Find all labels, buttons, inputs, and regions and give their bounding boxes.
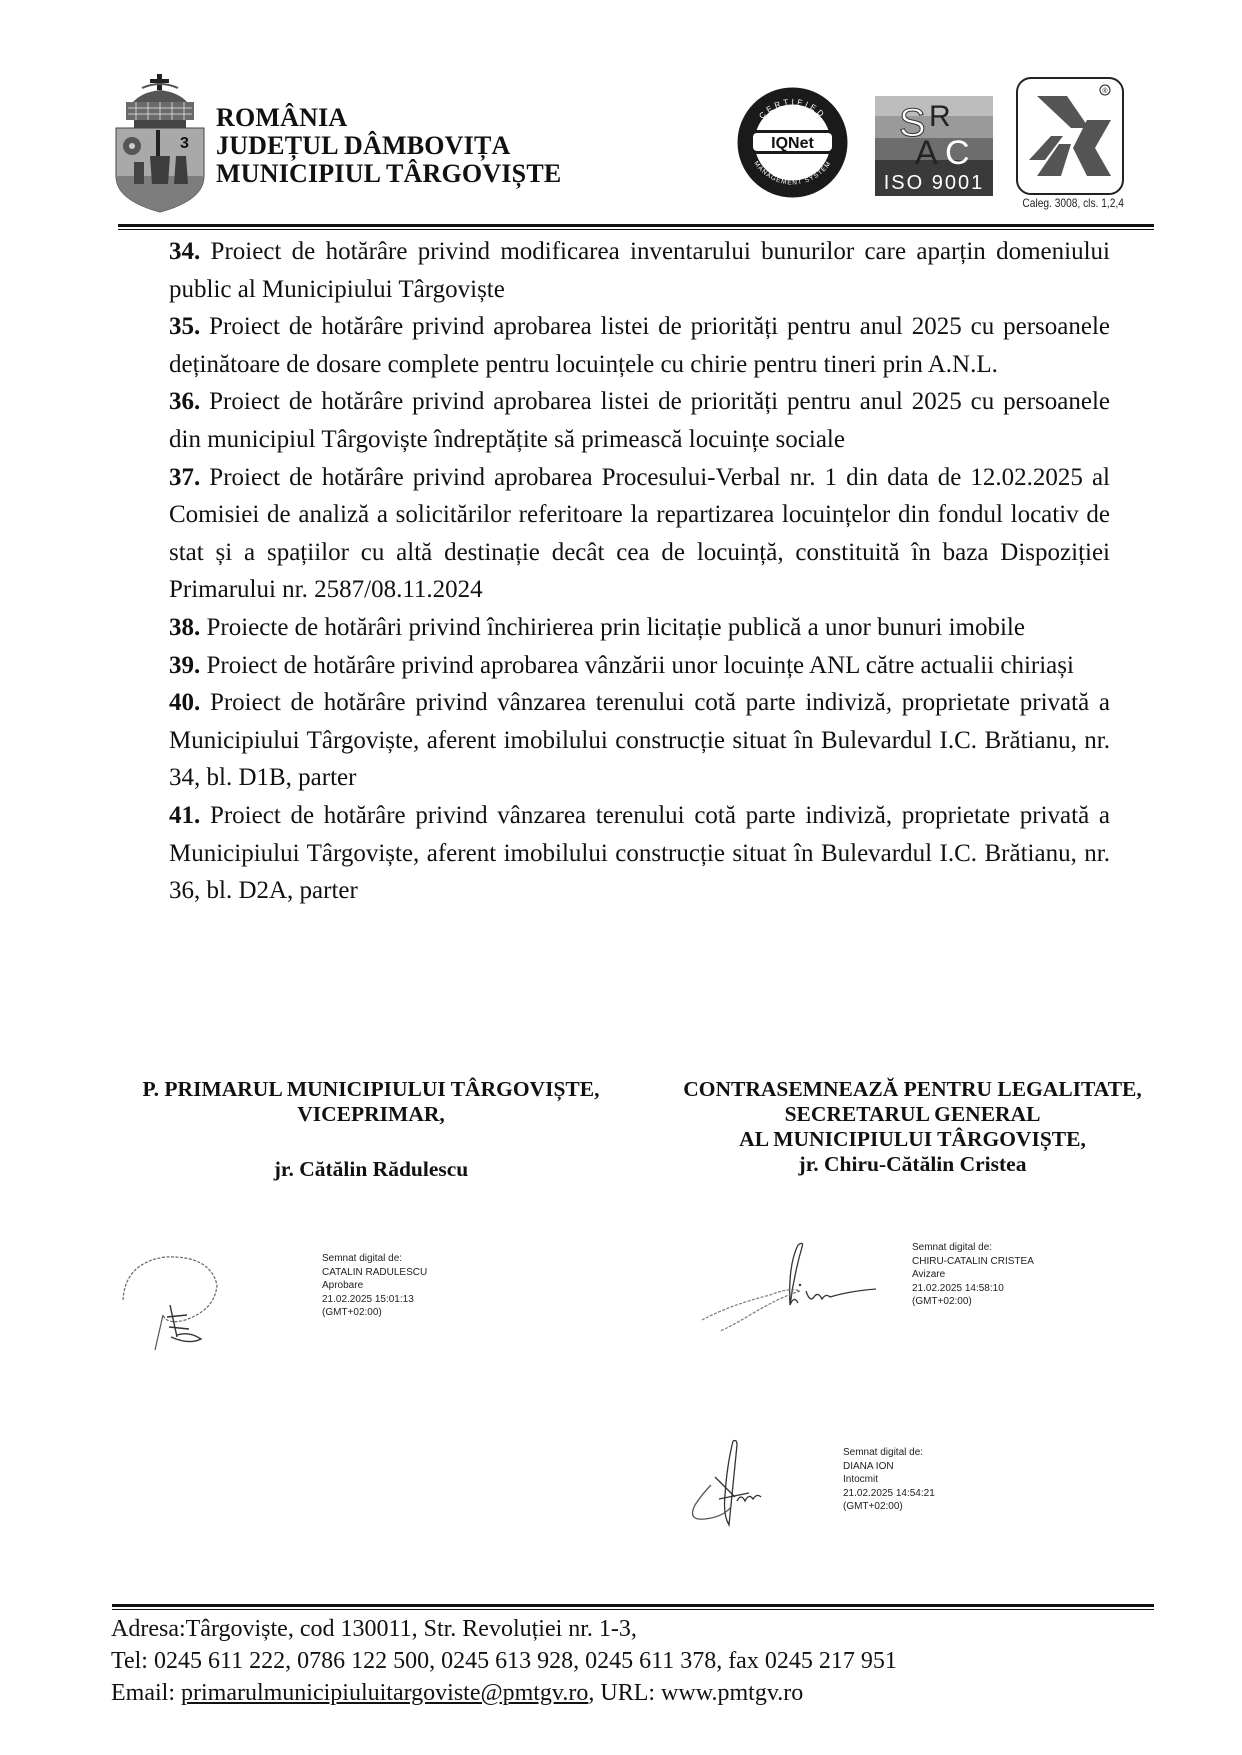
esig-role: Avizare (912, 1269, 946, 1280)
esig-role: Aprobare (322, 1280, 364, 1291)
digital-signature-stamp (912, 1241, 1034, 1309)
iqnet-ring-bottom: MANAGEMENT SYSTEM (752, 160, 833, 187)
header-county: JUDEȚUL DÂMBOVIȚA (216, 131, 511, 160)
esig-signer: CATALIN RADULESCU (322, 1266, 428, 1278)
digital-signature-stamp (322, 1252, 427, 1320)
item-text: Proiect de hotărâre privind aprobarea listei de priorități pentru anul 2025 cu persoanele din municipiul Târgoviște îndreptățite să primească locuințe sociale (169, 388, 1110, 453)
footer-email-prefix: Email: (111, 1680, 181, 1706)
srac-standard-label: ISO 9001 (883, 172, 985, 194)
footer-url-prefix: , URL: (588, 1680, 662, 1706)
footer-email-line (111, 1677, 897, 1709)
header-title-block (216, 104, 561, 188)
item-number: 34. (169, 238, 201, 265)
signatory-name: jr. Chiru-Cătălin Cristea (798, 1152, 1027, 1176)
item-text: Proiect de hotărâre privind aprobarea Procesului-Verbal nr. 1 din data de 12.02.2025 al Comisiei de analiză a solicitărilor referitoare la repartizarea locuințelor din fondul locativ de stat și a spațiilor cu altă destinație decât cea de locuință, constituită în baza Dispoziției Primarului nr. 2587/08.11.2024 (169, 463, 1110, 604)
esig-role: Intocmit (843, 1474, 879, 1485)
targoviste-coat-of-arms-icon (112, 72, 208, 214)
signatory-title-line2: VICEPRIMAR, (297, 1102, 445, 1126)
handwritten-signature-radulescu-icon (115, 1245, 245, 1355)
item-number: 36. (169, 388, 201, 416)
esig-datetime: 21.02.2025 14:58:10 (912, 1282, 1004, 1294)
footer-address: Adresa:Târgoviște, cod 130011, Str. Revoluției nr. 1-3, (111, 1616, 637, 1642)
esig-label: Semnat digital de: (322, 1253, 403, 1264)
item-text: Proiect de hotărâre privind aprobarea listei de priorități pentru anul 2025 cu persoanele deținătoare de dosare complete pentru locuințele cu chirie pentru tineri prin A.N.L. (169, 313, 1110, 378)
signatory-title-line1: P. PRIMARUL MUNICIPIULUI TÂRGOVIȘTE, (142, 1077, 600, 1101)
svg-text:C: C (945, 134, 970, 172)
footer-email-link[interactable]: primarulmunicipiuluitargoviste@pmtgv.ro (180, 1680, 589, 1706)
agenda-item-34 (169, 233, 1110, 308)
signatory-mayor-block (106, 1077, 636, 1182)
item-number: 37. (169, 463, 201, 491)
footer-phone: Tel: 0245 611 222, 0786 122 500, 0245 613 928, 0245 611 378, fax 0245 217 951 (111, 1648, 897, 1674)
agenda-item-38 (169, 609, 1110, 647)
agenda-item-41 (169, 797, 1110, 910)
item-text: Proiect de hotărâre privind vânzarea terenului cotă parte indiviză, proprietate privată a Municipiului Târgoviște, aferent imobilului construcție situat în Bulevardul I.C. Brătianu, nr. 36, bl. D2A, parter (169, 801, 1110, 905)
signatory-name: jr. Cătălin Rădulescu (273, 1157, 469, 1181)
srac-iso9001-logo-icon (875, 88, 993, 196)
iqnet-certified-logo-icon (735, 85, 850, 200)
registered-mark: ® (1102, 88, 1108, 95)
item-text: Proiect de hotărâre privind vânzarea terenului cotă parte indiviză, proprietate privată a Municipiului Târgoviște, aferent imobilului construcție situat în Bulevardul I.C. Brătianu, nr. 34, bl. D1B, parter (169, 689, 1110, 792)
footer-contact (111, 1613, 897, 1709)
item-text: Proiecte de hotărâri privind închirierea prin licitație publică a unor bunuri imobile (200, 613, 1025, 641)
esig-timezone: (GMT+02:00) (322, 1307, 382, 1318)
svg-text:R: R (929, 100, 951, 133)
svg-text:A: A (915, 134, 938, 172)
esig-timezone: (GMT+02:00) (843, 1501, 903, 1512)
svg-text:3: 3 (180, 135, 189, 152)
esig-timezone: (GMT+02:00) (912, 1296, 972, 1307)
esig-datetime: 21.02.2025 15:01:13 (322, 1293, 414, 1305)
caleg-caption: Caleg. 3008, cls. 1,2,4 (1022, 196, 1124, 210)
iqnet-ring-top: CERTIFIED (757, 97, 828, 121)
svg-text:S: S (899, 101, 926, 145)
signatory-secretary-block (645, 1077, 1180, 1177)
agenda-item-37 (169, 459, 1110, 609)
handwritten-signature-cristea-icon (690, 1235, 890, 1345)
esig-signer: CHIRU-CATALIN CRISTEA (912, 1255, 1034, 1267)
esig-signer: DIANA ION (843, 1460, 894, 1472)
agenda-item-35 (169, 308, 1110, 383)
agenda-item-36 (169, 383, 1110, 458)
item-number: 38. (169, 613, 201, 641)
item-number: 35. (169, 313, 201, 341)
quality-mark-logo-icon (1015, 76, 1125, 196)
esig-label: Semnat digital de: (843, 1447, 924, 1458)
agenda-items-list (169, 233, 1110, 910)
footer-divider-thin (112, 1609, 1154, 1610)
item-text: Proiect de hotărâre privind aprobarea vânzării unor locuințe ANL către actualii chiriași (200, 651, 1074, 679)
iqnet-label: IQNet (771, 135, 814, 152)
item-number: 39. (169, 651, 201, 679)
agenda-item-40 (169, 684, 1110, 797)
header-country: ROMÂNIA (216, 103, 348, 132)
header-divider-thin (118, 229, 1154, 230)
footer-divider (112, 1604, 1154, 1607)
item-number: 41. (169, 801, 201, 829)
header-divider (118, 224, 1154, 227)
signatory-title-line3: AL MUNICIPIULUI TÂRGOVIȘTE, (739, 1127, 1086, 1151)
item-text: Proiect de hotărâre privind modificarea inventarului bunurilor care aparțin domeniului public al Municipiului Târgoviște (169, 238, 1110, 303)
header-municipality: MUNICIPIUL TÂRGOVIȘTE (216, 159, 562, 188)
esig-datetime: 21.02.2025 14:54:21 (843, 1487, 935, 1499)
signatory-title-line2: SECRETARUL GENERAL (784, 1102, 1041, 1126)
item-number: 40. (169, 689, 201, 717)
handwritten-signature-ion-icon (675, 1435, 775, 1535)
esig-label: Semnat digital de: (912, 1242, 993, 1253)
digital-signature-stamp (843, 1446, 935, 1514)
agenda-item-39 (169, 647, 1110, 685)
footer-url[interactable]: www.pmtgv.ro (661, 1680, 804, 1706)
signatory-title-line1: CONTRASEMNEAZĂ PENTRU LEGALITATE, (683, 1077, 1142, 1101)
